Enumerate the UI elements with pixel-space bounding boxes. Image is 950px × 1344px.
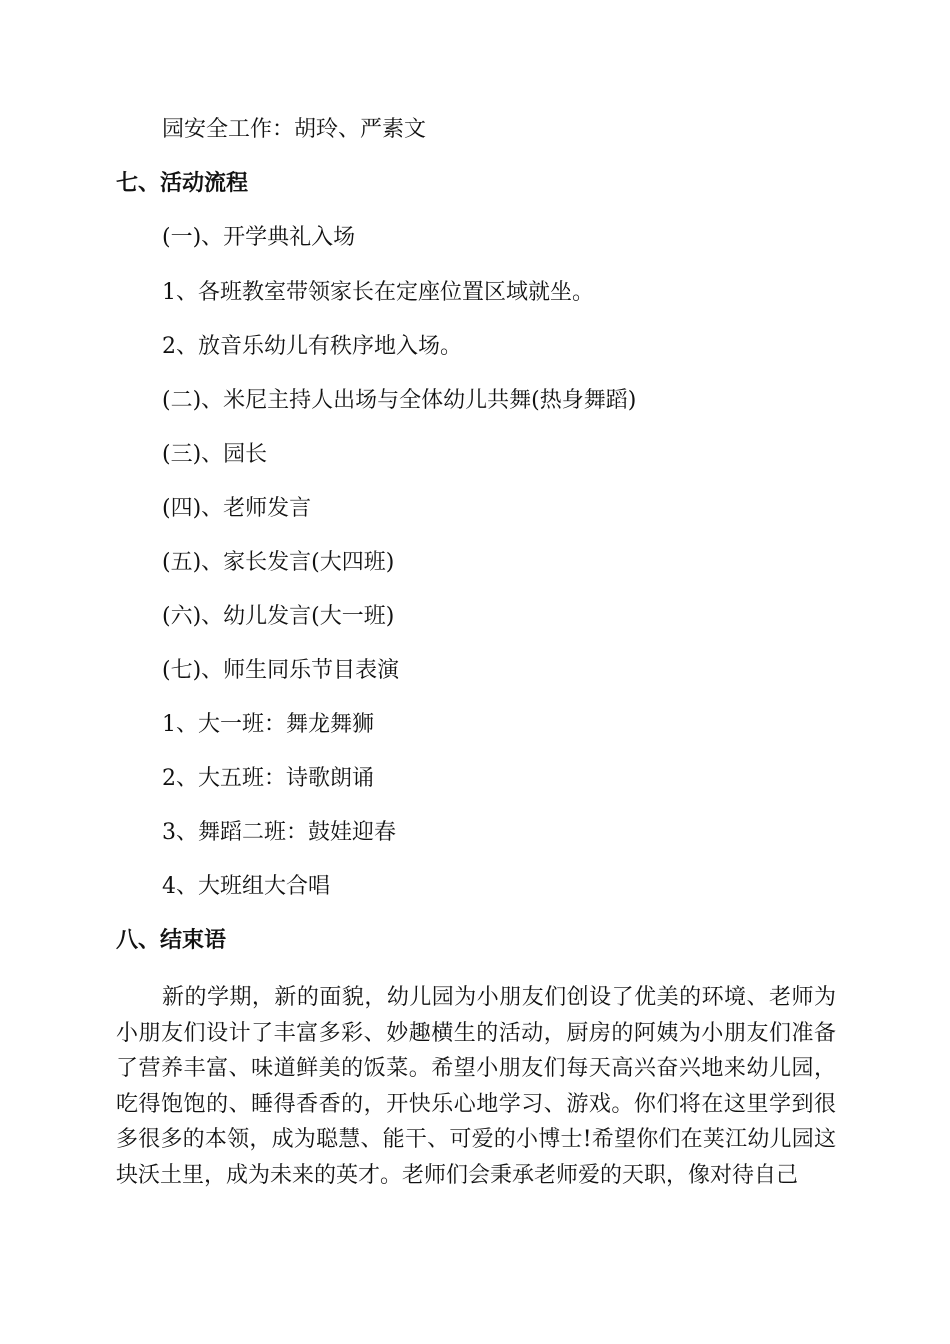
list-item: 3、舞蹈二班：鼓娃迎春 (162, 820, 396, 845)
list-item: 2、放音乐幼儿有秩序地入场。 (162, 334, 462, 359)
list-item: 2、大五班：诗歌朗诵 (162, 766, 374, 791)
list-item: 1、大一班：舞龙舞狮 (162, 712, 374, 737)
list-item: (五)、家长发言(大四班) (162, 550, 395, 575)
list-item: (七)、师生同乐节目表演 (162, 658, 400, 683)
closing-paragraph: 新的学期，新的面貌，幼儿园为小朋友们创设了优美的环境、老师为小朋友们设计了丰富多彩、妙趣横生的活动，厨房的阿姨为小朋友们准备了营养丰富、味道鲜美的饭菜。希望小朋友们每天高兴奋兴地来幼儿园，吃得饱饱的、睡得香香的，开快乐心地学习、游戏。你们将在这里学到很多很多的本领，成为聪慧、能干、可爱的小博士!希望你们在荚江幼儿园这块沃土里，成为未来的英才。老师们会秉承老师爱的天职，像对待自己 (116, 985, 836, 1188)
list-item: (三)、园长 (162, 442, 268, 467)
safety-staff-line: 园安全工作：胡玲、严素文 (162, 117, 427, 142)
section-heading-closing: 八、结束语 (116, 928, 227, 953)
section-heading-activity-flow: 七、活动流程 (116, 171, 249, 196)
list-item: (四)、老师发言 (162, 496, 312, 521)
list-item: (二)、米尼主持人出场与全体幼儿共舞(热身舞蹈) (162, 388, 637, 413)
list-item: (六)、幼儿发言(大一班) (162, 604, 395, 629)
list-item: 1、各班教室带领家长在定座位置区域就坐。 (162, 280, 594, 305)
list-item: 4、大班组大合唱 (162, 874, 330, 899)
list-item: (一)、开学典礼入场 (162, 225, 356, 250)
